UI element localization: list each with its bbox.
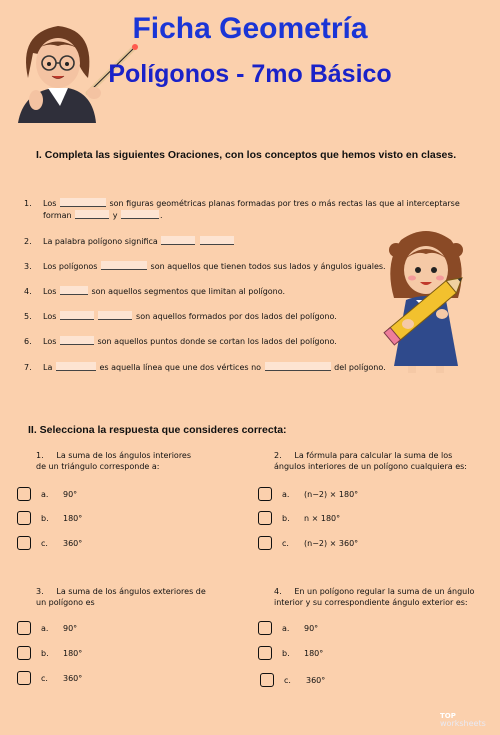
item-number: 7. — [24, 363, 32, 372]
option-text: 90° — [63, 490, 78, 499]
answer-blank[interactable] — [101, 261, 147, 270]
option-letter: c. — [284, 676, 291, 685]
option-text: (n−2) × 360° — [304, 539, 359, 548]
topworksheets-logo — [440, 712, 486, 728]
item-text: Los — [43, 337, 57, 346]
option-letter: c. — [282, 539, 289, 548]
item-text: Los — [43, 199, 57, 208]
question-text: La fórmula para calcular la suma de los — [294, 451, 453, 460]
answer-blank[interactable] — [60, 311, 94, 320]
checkbox[interactable] — [17, 511, 31, 525]
answer-blank[interactable] — [265, 362, 331, 371]
answer-blank[interactable] — [161, 236, 195, 245]
option-letter: c. — [41, 539, 48, 548]
answer-blank[interactable] — [60, 336, 94, 345]
answer-blank[interactable] — [60, 286, 88, 295]
checkbox[interactable] — [258, 646, 272, 660]
option-letter: b. — [41, 514, 49, 523]
option-text: 360° — [63, 674, 83, 683]
item-number: 6. — [24, 337, 32, 346]
checkbox[interactable] — [17, 671, 31, 685]
section1-heading: I. Completa las siguientes Oraciones, con los conceptos que hemos visto en clases. — [36, 149, 457, 161]
item-number: 2. — [24, 237, 32, 246]
item-text: Los polígonos — [43, 262, 98, 271]
item-number: 1. — [24, 199, 32, 208]
question-text: La suma de los ángulos exteriores de — [56, 587, 206, 596]
item-text: son aquellos puntos donde se cortan los lados del polígono. — [97, 337, 337, 346]
option-text: 360° — [306, 676, 326, 685]
answer-blank[interactable] — [56, 362, 96, 371]
logo-top-text: TOP — [440, 712, 456, 720]
item-number: 4. — [24, 287, 32, 296]
checkbox[interactable] — [258, 621, 272, 635]
logo-bottom-text: worksheets — [440, 719, 486, 728]
question-number: 2. — [274, 451, 282, 460]
option-letter: b. — [282, 514, 290, 523]
answer-blank[interactable] — [200, 236, 234, 245]
item-number: 3. — [24, 262, 32, 271]
option-text: n × 180° — [304, 514, 341, 523]
answer-blank[interactable] — [60, 198, 106, 207]
option-text: 180° — [304, 649, 324, 658]
item-text: del polígono. — [334, 363, 386, 372]
question-text: de un triángulo corresponde a: — [36, 462, 160, 471]
checkbox[interactable] — [17, 621, 31, 635]
question-text: ángulos interiores de un polígono cualquiera es: — [274, 462, 467, 471]
answer-blank[interactable] — [75, 210, 109, 219]
checkbox[interactable] — [258, 487, 272, 501]
checkbox[interactable] — [258, 536, 272, 550]
option-letter: b. — [41, 649, 49, 658]
checkbox[interactable] — [258, 511, 272, 525]
answer-blank[interactable] — [98, 311, 132, 320]
question-text: La suma de los ángulos interiores — [56, 451, 192, 460]
option-text: 90° — [63, 624, 78, 633]
question-text: un polígono es — [36, 598, 95, 607]
option-letter: a. — [282, 490, 290, 499]
question-number: 4. — [274, 587, 282, 596]
item-text: Los — [43, 312, 57, 321]
checkbox[interactable] — [17, 646, 31, 660]
option-letter: b. — [282, 649, 290, 658]
question-number: 1. — [36, 451, 44, 460]
option-letter: a. — [41, 490, 49, 499]
option-letter: c. — [41, 674, 48, 683]
item-text: La palabra polígono significa — [43, 237, 158, 246]
item-text: son aquellos segmentos que limitan al polígono. — [91, 287, 286, 296]
page-subtitle: Polígonos - 7mo Básico — [108, 60, 392, 88]
option-text: 180° — [63, 649, 83, 658]
option-text: (n−2) × 180° — [304, 490, 359, 499]
checkbox[interactable] — [17, 487, 31, 501]
question-text: En un polígono regular la suma de un ángulo — [294, 587, 475, 596]
item-text: y — [112, 211, 118, 220]
option-text: 180° — [63, 514, 83, 523]
item-text: La — [43, 363, 53, 372]
option-letter: a. — [41, 624, 49, 633]
answer-blank[interactable] — [121, 210, 159, 219]
item-text: Los — [43, 287, 57, 296]
item-text: son aquellos formados por dos lados del polígono. — [136, 312, 337, 321]
item-number: 5. — [24, 312, 32, 321]
checkbox[interactable] — [17, 536, 31, 550]
item-text: son figuras geométricas planas formadas por tres o más rectas las que al interceptarse — [109, 199, 460, 208]
option-letter: a. — [282, 624, 290, 633]
option-text: 360° — [63, 539, 83, 548]
section2-heading: II. Selecciona la respuesta que consideres correcta: — [28, 424, 287, 436]
option-text: 90° — [304, 624, 319, 633]
checkbox[interactable] — [260, 673, 274, 687]
item-text: son aquellos que tienen todos sus lados y ángulos iguales. — [150, 262, 386, 271]
question-text: interior y su correspondiente ángulo exterior es: — [274, 598, 468, 607]
page-title: Ficha Geometría — [132, 12, 368, 45]
worksheet-page: Ficha Geometría Polígonos - 7mo Básico I. Completa las siguientes Oraciones, con los conceptos que hemos visto en clases. 1. Los son figuras geométricas planas formadas por tres o más rectas las que al interceptarse forman y . 2. La palabra polígono significa 3. Los polígonos son aquellos que tienen todos sus lados y ángulos iguales. 4. Los son aquellos segmentos que limitan al polígono. 5. Los son aquellos formados por dos lados del polígono. 6. Los son aquellos puntos donde se cortan los lados del polígono. 7. La es aquella línea que une dos vértices no del polígono. II. Selecciona la respuesta que consideres correcta: 1. La suma de los ángulos interiores de un triángulo corresponde a: a. 90° b. 180° c. 360° 2. La fórmula para calcular la suma de los ángulos interiores de un polígono cualquiera es: a. (n−2) × 180° b. n × 180° c. (n−2) × 360° 3. La suma de los ángulos exteriores de un polígono es a. 90° b. 180° c. 360° 4. En un polígono regular la suma de un ángulo interior y su correspondiente ángulo exterior es: a. 90° b. 180° c. 360° TOP worksheets — [0, 0, 500, 735]
item-text: es aquella línea que une dos vértices no — [99, 363, 262, 372]
item-text: forman — [43, 211, 72, 220]
girl-pencil-illustration — [376, 228, 476, 373]
question-number: 3. — [36, 587, 44, 596]
